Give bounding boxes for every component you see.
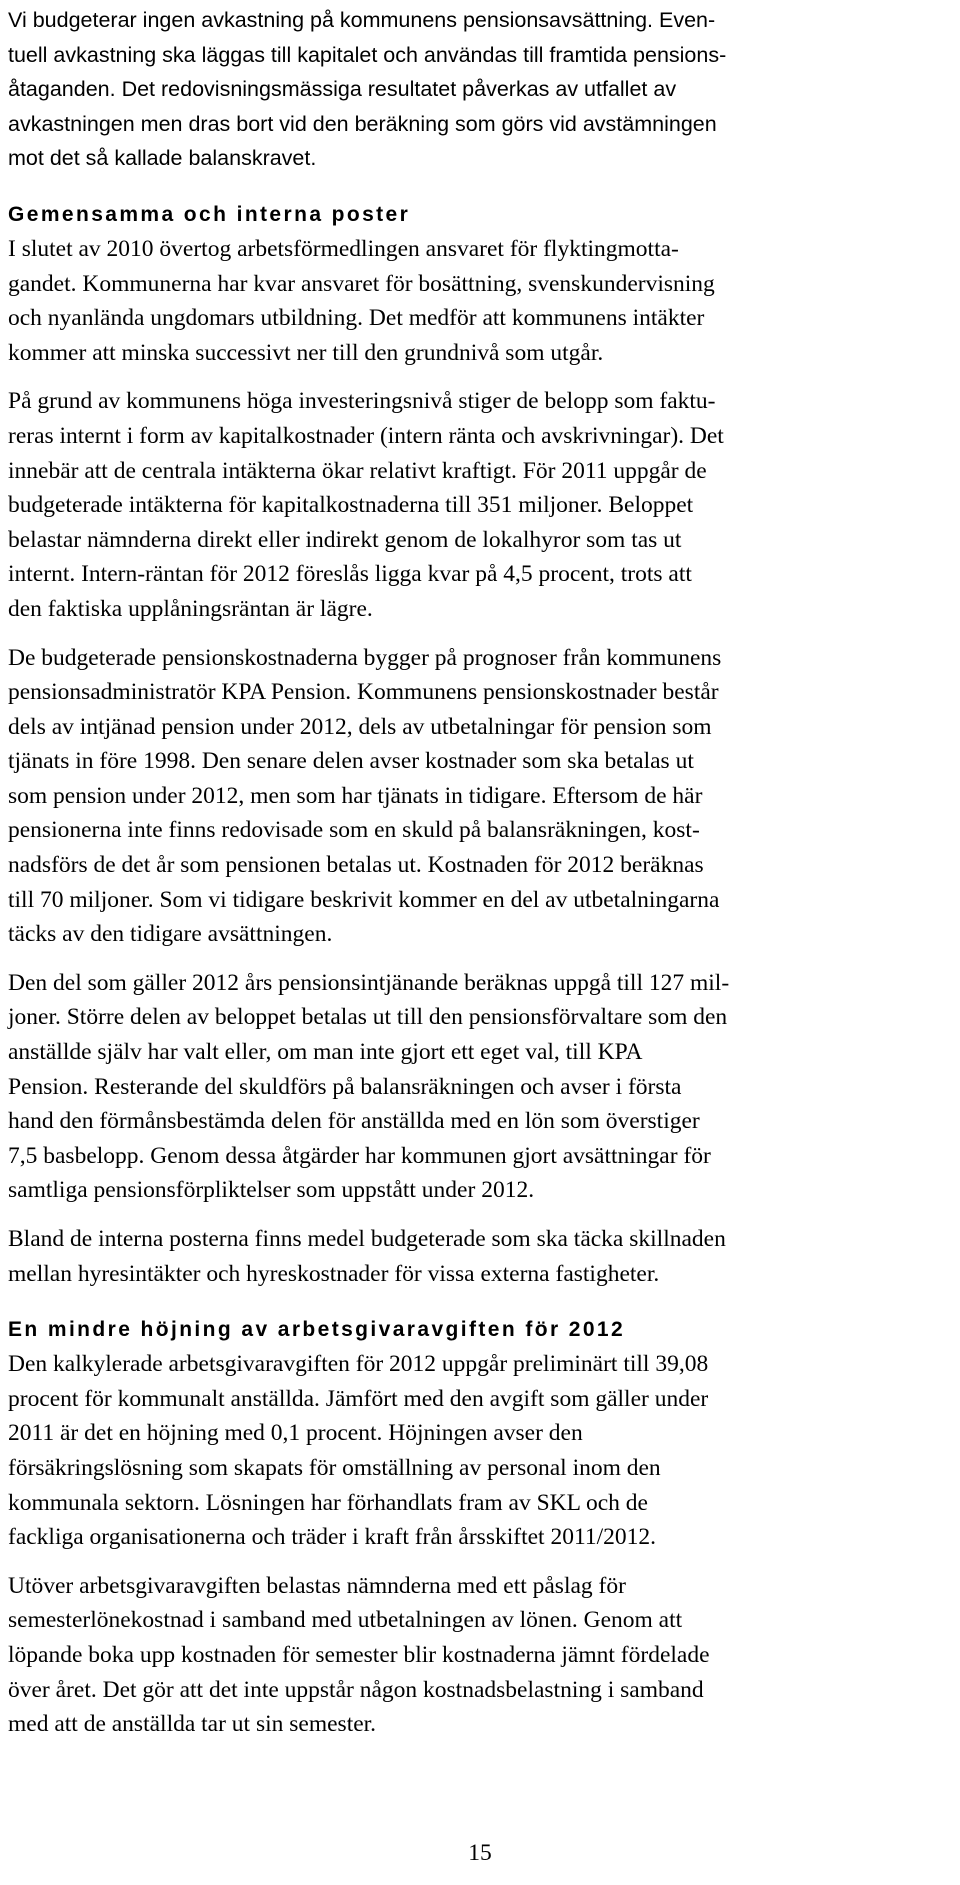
text-line: budgeterade intäkterna för kapitalkostnaderna till 351 miljoner. Beloppet [8, 492, 694, 519]
text-line: kommer att minska successivt ner till den grundnivå som utgår. [8, 339, 604, 366]
text-line: internt. Intern-räntan för 2012 föreslås ligga kvar på 4,5 procent, trots att [8, 561, 692, 588]
text-line: Den kalkylerade arbetsgivaravgiften för 2012 uppgår preliminärt till 39,08 [8, 1351, 709, 1378]
text-line: pensionerna inte finns redovisade som en skuld på balansräkningen, kost- [8, 817, 700, 844]
text-line: täcks av den tidigare avsättningen. [8, 921, 333, 948]
text-line: till 70 miljoner. Som vi tidigare beskrivit kommer en del av utbetalningarna [8, 886, 720, 913]
paragraph [8, 232, 943, 370]
text-line: mot det så kallade balanskravet. [8, 146, 317, 171]
paragraph [8, 1222, 943, 1291]
text-line: dels av intjänad pension under 2012, dels av utbetalningar för pension som [8, 713, 712, 740]
paragraph [8, 966, 943, 1208]
page-body [8, 3, 943, 1756]
text-line: Bland de interna posterna finns medel budgeterade som ska täcka skillnaden [8, 1226, 726, 1252]
text-line: semesterlönekostnad i samband med utbetalningen av lönen. Genom att [8, 1607, 683, 1634]
text-line: tjänats in före 1998. Den senare delen avser kostnader som ska betalas ut [8, 748, 694, 775]
text-line: hand den förmånsbestämda delen för anställda med en lön som överstiger [8, 1108, 700, 1135]
text-line: anställde själv har valt eller, om man inte gjort ett eget val, till KPA [8, 1039, 643, 1066]
text-line: belastar nämnderna direkt eller indirekt genom de lokalhyror som tas ut [8, 526, 682, 553]
text-line: kommunala sektorn. Lösningen har förhandlats fram av SKL och de [8, 1489, 648, 1516]
text-line: Den del som gäller 2012 års pensionsintjänande beräknas uppgå till 127 mil- [8, 969, 730, 996]
text-line: procent för kommunalt anställda. Jämfört med den avgift som gäller under [8, 1385, 709, 1412]
text-line: samtliga pensionsförpliktelser som uppstått under 2012. [8, 1177, 535, 1204]
text-line: Pension. Resterande del skuldförs på balansräkningen och avser i första [8, 1073, 682, 1100]
text-line: 7,5 basbelopp. Genom dessa åtgärder har kommunen gjort avsättningar för [8, 1142, 711, 1169]
text-line: gandet. Kommunerna har kvar ansvaret för bosättning, svenskundervisning [8, 270, 715, 297]
text-line: innebär att de centrala intäkterna ökar relativt kraftigt. För 2011 uppgår de [8, 457, 707, 484]
text-line: På grund av kommunens höga investeringsnivå stiger de belopp som faktu- [8, 388, 716, 415]
text-line: som pension under 2012, men som har tjänats in tidigare. Eftersom de här [8, 782, 703, 809]
text-line: över året. Det gör att det inte uppstår någon kostnadsbelastning i samband [8, 1676, 704, 1703]
paragraph [8, 641, 943, 952]
text-line: mellan hyresintäkter och hyreskostnader för vissa externa fastigheter. [8, 1260, 660, 1287]
intro-paragraph [8, 3, 943, 176]
text-line: I slutet av 2010 övertog arbetsförmedlingen ansvaret för flyktingmotta- [8, 235, 679, 262]
text-line: De budgeterade pensionskostnaderna bygger på prognoser från kommunens [8, 644, 722, 671]
text-line: joner. Större delen av beloppet betalas ut till den pensionsförvaltare som den [8, 1004, 728, 1031]
text-line: med att de anställda tar ut sin semester. [8, 1711, 377, 1738]
section-heading-gemensamma: Gemensamma och interna poster [8, 202, 411, 226]
text-line: försäkringslösning som skapats för omställning av personal inom den [8, 1454, 661, 1481]
section-heading-arbetsgivaravgift: En mindre höjning av arbetsgivaravgiften för 2012 [8, 1318, 626, 1342]
text-line: tuell avkastning ska läggas till kapitalet och användas till framtida pensions- [8, 42, 727, 67]
text-line: den faktiska upplåningsräntan är lägre. [8, 595, 373, 622]
paragraph [8, 1347, 943, 1555]
text-line: löpande boka upp kostnaden för semester blir kostnaderna jämnt fördelade [8, 1641, 710, 1668]
text-line: fackliga organisationerna och träder i kraft från årsskiftet 2011/2012. [8, 1524, 656, 1551]
text-line: pensionsadministratör KPA Pension. Kommunens pensionskostnader består [8, 679, 719, 706]
text-line: 2011 är det en höjning med 0,1 procent. Höjningen avser den [8, 1420, 583, 1447]
text-line: Utöver arbetsgivaravgiften belastas nämnderna med ett påslag för [8, 1572, 626, 1599]
text-line: avkastningen men dras bort vid den beräkning som görs vid avstämningen [8, 111, 717, 136]
page-number: 15 [468, 1840, 492, 1866]
text-line: och nyanlända ungdomars utbildning. Det medför att kommunens intäkter [8, 305, 705, 332]
text-line: åtaganden. Det redovisningsmässiga resultatet påverkas av utfallet av [8, 77, 677, 102]
text-line: Vi budgeterar ingen avkastning på kommunens pensionsavsättning. Even- [8, 8, 716, 32]
paragraph [8, 1569, 943, 1742]
text-line: nadsförs de det år som pensionen betalas ut. Kostnaden för 2012 beräknas [8, 852, 704, 879]
text-line: reras internt i form av kapitalkostnader (intern ränta och avskrivningar). Det [8, 422, 724, 449]
paragraph [8, 384, 943, 626]
